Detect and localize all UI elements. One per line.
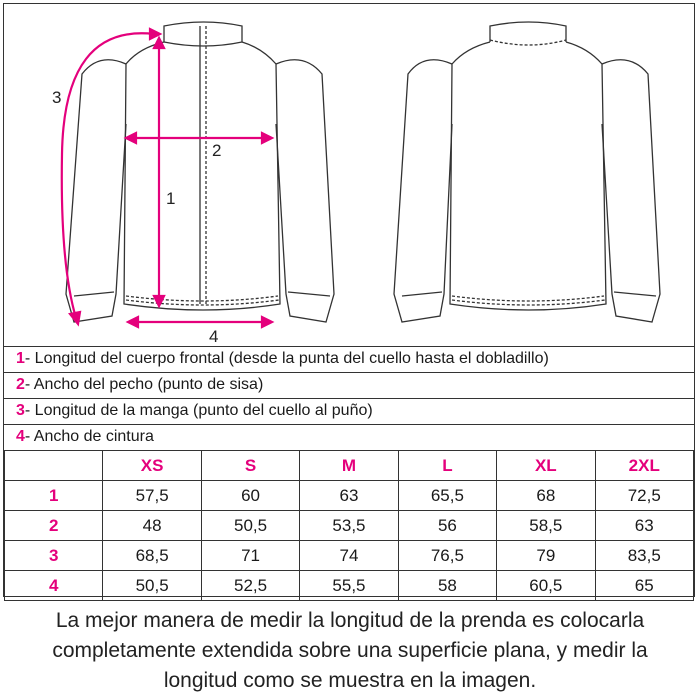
table-cell: 83,5 xyxy=(595,541,693,571)
size-header: L xyxy=(398,451,496,481)
legend-number: 4 xyxy=(16,428,25,445)
table-cell: 68,5 xyxy=(103,541,201,571)
table-cell: 76,5 xyxy=(398,541,496,571)
measurement-arrows xyxy=(62,29,272,327)
jacket-front xyxy=(66,22,334,322)
table-cell: 50,5 xyxy=(103,571,201,601)
table-cell: 56 xyxy=(398,511,496,541)
table-cell: 52,5 xyxy=(201,571,299,601)
table-cell: 71 xyxy=(201,541,299,571)
diagram-label-1: 1 xyxy=(166,189,176,208)
table-cell: 68 xyxy=(497,481,595,511)
table-cell: 65,5 xyxy=(398,481,496,511)
legend-row-1 xyxy=(4,346,694,370)
table-cell: 48 xyxy=(103,511,201,541)
table-cell: 79 xyxy=(497,541,595,571)
row-label: 1 xyxy=(5,481,103,511)
size-header: XL xyxy=(497,451,595,481)
table-row xyxy=(5,481,694,511)
table-cell: 58,5 xyxy=(497,511,595,541)
legend-text: - Longitud del cuerpo frontal (desde la punta del cuello hasta el dobladillo) xyxy=(24,350,549,367)
legend-text: - Ancho de cintura xyxy=(24,428,154,445)
legend-row-3 xyxy=(4,398,694,422)
table-cell: 72,5 xyxy=(595,481,693,511)
legend-text: - Longitud de la manga (punto del cuello al puño) xyxy=(24,402,373,419)
legend-number: 2 xyxy=(16,376,25,393)
table-row xyxy=(5,571,694,601)
footer-line: completamente extendida sobre una superficie plana, y medir la xyxy=(52,639,648,662)
jacket-back xyxy=(394,22,660,322)
legend-number: 3 xyxy=(16,402,25,419)
table-cell: 74 xyxy=(300,541,398,571)
table-row xyxy=(5,541,694,571)
table-cell: 63 xyxy=(595,511,693,541)
diagram-label-2: 2 xyxy=(212,141,222,160)
row-label: 4 xyxy=(5,571,103,601)
legend-row-4 xyxy=(4,424,694,448)
table-cell: 53,5 xyxy=(300,511,398,541)
measurement-instructions xyxy=(0,606,700,696)
size-header: XS xyxy=(103,451,201,481)
legend-text: - Ancho del pecho (punto de sisa) xyxy=(24,376,264,393)
table-cell: 58 xyxy=(398,571,496,601)
table-row xyxy=(5,511,694,541)
size-header: M xyxy=(300,451,398,481)
table-cell: 60 xyxy=(201,481,299,511)
size-table xyxy=(4,450,694,601)
table-cell: 50,5 xyxy=(201,511,299,541)
table-cell: 55,5 xyxy=(300,571,398,601)
table-cell: 63 xyxy=(300,481,398,511)
legend-row-2 xyxy=(4,372,694,396)
size-header: S xyxy=(201,451,299,481)
table-header-row xyxy=(5,451,694,481)
footer-line: La mejor manera de medir la longitud de la prenda es colocarla xyxy=(55,609,645,632)
table-cell: 60,5 xyxy=(497,571,595,601)
table-cell: 65 xyxy=(595,571,693,601)
garment-illustration xyxy=(4,4,694,344)
table-cell: 57,5 xyxy=(103,481,201,511)
diagram-label-3: 3 xyxy=(52,88,62,107)
row-label: 3 xyxy=(5,541,103,571)
legend-number: 1 xyxy=(16,350,25,367)
diagram-label-4: 4 xyxy=(209,327,219,344)
footer-line: longitud como se muestra en la imagen. xyxy=(163,669,537,692)
size-header: 2XL xyxy=(595,451,693,481)
table-corner-cell xyxy=(5,451,103,481)
row-label: 2 xyxy=(5,511,103,541)
